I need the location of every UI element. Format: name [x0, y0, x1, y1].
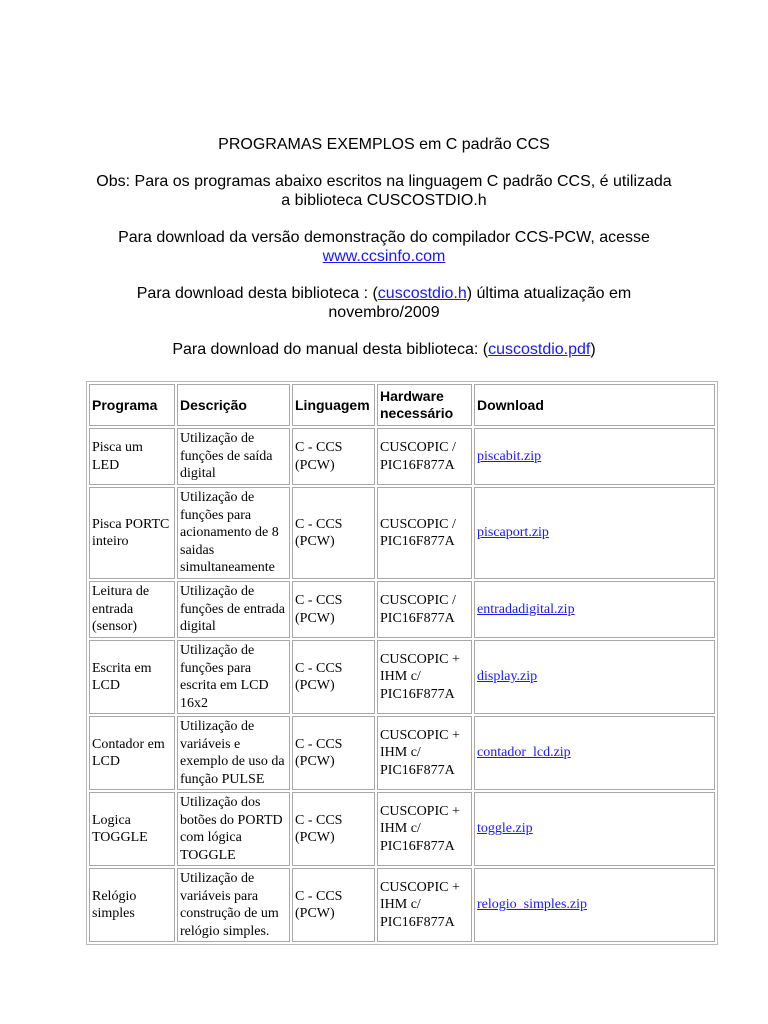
manual-note — [90, 340, 678, 359]
programa-cell: Pisca PORTC inteiro — [89, 487, 175, 579]
download-cell — [474, 792, 715, 866]
hardware-cell: CUSCOPIC + IHM c/ PIC16F877A — [377, 792, 472, 866]
programa-cell: Leitura de entrada (sensor) — [89, 581, 175, 638]
table-body — [89, 428, 715, 942]
page-title: PROGRAMAS EXEMPLOS em C padrão CCS — [218, 136, 550, 153]
intro-section — [90, 135, 678, 377]
linguagem-cell: C - CCS (PCW) — [292, 428, 375, 485]
download-link[interactable]: entradadigital.zip — [477, 601, 575, 617]
programa-cell: Pisca um LED — [89, 428, 175, 485]
hardware-cell: CUSCOPIC + IHM c/ PIC16F877A — [377, 716, 472, 790]
table-row — [89, 640, 715, 714]
hardware-cell: CUSCOPIC / PIC16F877A — [377, 428, 472, 485]
descricao-cell: Utilização de funções para escrita em LCD 16x2 — [177, 640, 290, 714]
descricao-cell: Utilização de variáveis e exemplo de uso da função PULSE — [177, 716, 290, 790]
header-programa: Programa — [89, 384, 175, 426]
download-link[interactable]: contador_lcd.zip — [477, 745, 571, 761]
download-cell — [474, 487, 715, 579]
download-cell — [474, 640, 715, 714]
download-link[interactable]: display.zip — [477, 669, 538, 685]
download-link[interactable]: toggle.zip — [477, 821, 533, 837]
descricao-cell: Utilização de funções de saída digital — [177, 428, 290, 485]
linguagem-cell: C - CCS (PCW) — [292, 716, 375, 790]
library-note — [90, 284, 678, 322]
table-row — [89, 868, 715, 942]
programa-cell: Logica TOGGLE — [89, 792, 175, 866]
linguagem-cell: C - CCS (PCW) — [292, 868, 375, 942]
descricao-cell: Utilização de funções de entrada digital — [177, 581, 290, 638]
table-row — [89, 581, 715, 638]
programa-cell: Contador em LCD — [89, 716, 175, 790]
hardware-cell: CUSCOPIC / PIC16F877A — [377, 487, 472, 579]
compiler-text: Para download da versão demonstração do compilador CCS-PCW, acesse — [118, 229, 650, 246]
obs-note: Obs: Para os programas abaixo escritos na linguagem C padrão CCS, é utilizada a biblioteca CUSCOSTDIO.h — [96, 173, 672, 209]
programs-table — [86, 381, 718, 945]
table-row — [89, 716, 715, 790]
manual-text-before: Para download do manual desta biblioteca: ( — [172, 341, 489, 358]
programa-cell: Escrita em LCD — [89, 640, 175, 714]
linguagem-cell: C - CCS (PCW) — [292, 487, 375, 579]
descricao-cell: Utilização dos botões do PORTD com lógica TOGGLE — [177, 792, 290, 866]
table-row — [89, 428, 715, 485]
table-header-row — [89, 384, 715, 426]
compiler-note — [90, 228, 678, 266]
header-linguagem: Linguagem — [292, 384, 375, 426]
library-text-before: Para download desta biblioteca : ( — [136, 285, 378, 302]
download-cell — [474, 581, 715, 638]
library-text-after: ) última atualização em novembro/2009 — [328, 285, 632, 321]
programa-cell: Relógio simples — [89, 868, 175, 942]
descricao-cell: Utilização de variáveis para construção de um relógio simples. — [177, 868, 290, 942]
download-link[interactable]: relogio_simples.zip — [477, 897, 588, 913]
cuscostdio-h-link[interactable]: cuscostdio.h — [377, 285, 467, 302]
descricao-cell: Utilização de funções para acionamento de 8 saidas simultaneamente — [177, 487, 290, 579]
download-cell — [474, 716, 715, 790]
hardware-cell: CUSCOPIC + IHM c/ PIC16F877A — [377, 640, 472, 714]
cuscostdio-pdf-link[interactable]: cuscostdio.pdf — [488, 341, 591, 358]
header-hardware: Hardware necessário — [377, 384, 472, 426]
hardware-cell: CUSCOPIC / PIC16F877A — [377, 581, 472, 638]
download-link[interactable]: piscabit.zip — [477, 448, 542, 464]
linguagem-cell: C - CCS (PCW) — [292, 792, 375, 866]
download-cell — [474, 868, 715, 942]
table-row — [89, 792, 715, 866]
manual-text-after: ) — [590, 341, 596, 358]
header-descricao: Descrição — [177, 384, 290, 426]
ccsinfo-link[interactable]: www.ccsinfo.com — [322, 248, 446, 265]
table-row — [89, 487, 715, 579]
header-download: Download — [474, 384, 715, 426]
hardware-cell: CUSCOPIC + IHM c/ PIC16F877A — [377, 868, 472, 942]
download-cell — [474, 428, 715, 485]
download-link[interactable]: piscaport.zip — [477, 525, 549, 541]
linguagem-cell: C - CCS (PCW) — [292, 581, 375, 638]
linguagem-cell: C - CCS (PCW) — [292, 640, 375, 714]
